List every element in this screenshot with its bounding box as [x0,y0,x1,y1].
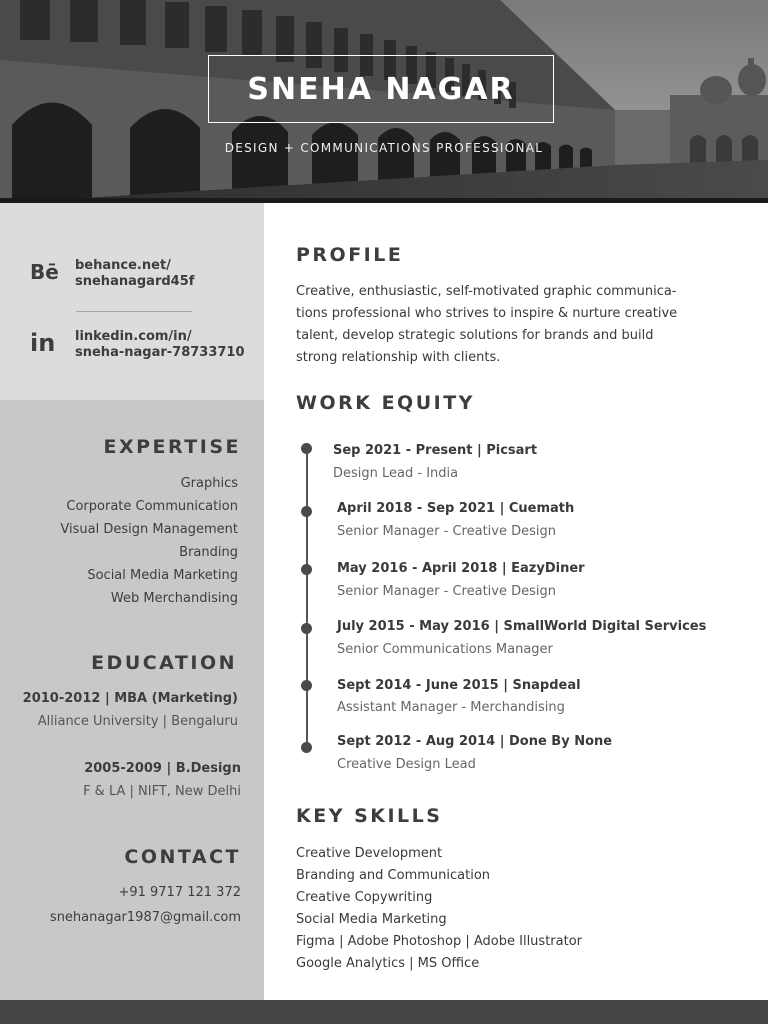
job-title-4: July 2015 - May 2016 | SmallWorld Digital Services [337,619,707,634]
social-divider [76,311,192,312]
job-role-1: Design Lead - India [333,466,459,481]
skill-item: Creative Copywriting [296,890,433,905]
linkedin-url-line2: sneha-nagar-78733710 [75,345,245,360]
linkedin-url-line1: linkedin.com/in/ [75,329,192,344]
skills-list [296,843,582,975]
expertise-item: Social Media Marketing [87,568,238,583]
header-banner [0,0,768,203]
education-school-1: Alliance University | Bengaluru [37,714,238,729]
job-role-2: Senior Manager - Creative Design [337,524,556,539]
education-degree-2: 2005-2009 | B.Design [84,761,241,776]
timeline-dot [301,443,312,454]
expertise-item: Visual Design Management [60,522,238,537]
expertise-list [60,472,238,610]
candidate-name: SNEHA NAGAR [247,71,515,107]
skill-item: Figma | Adobe Photoshop | Adobe Illustrator [296,934,582,949]
expertise-item: Web Merchandising [110,591,238,606]
behance-link[interactable] [30,258,195,289]
job-title-1: Sep 2021 - Present | Picsart [333,443,538,458]
behance-url-line2: snehanagard45f [75,274,195,289]
skills-heading: KEY SKILLS [296,805,443,827]
job-role-3: Senior Manager - Creative Design [337,584,556,599]
expertise-item: Branding [179,545,238,560]
timeline-dot [301,680,312,691]
skill-item: Google Analytics | MS Office [296,956,480,971]
contact-phone[interactable]: +91 9717 121 372 [118,885,241,900]
candidate-tagline: DESIGN + COMMUNICATIONS PROFESSIONAL [224,141,544,155]
education-degree-1: 2010-2012 | MBA (Marketing) [22,691,238,706]
skill-item: Creative Development [296,846,443,861]
timeline-dot [301,742,312,753]
profile-line: Creative, enthusiastic, self-motivated graphic communica- [296,284,677,299]
footer-bar [0,1000,768,1024]
timeline-line [306,446,308,748]
job-role-5: Assistant Manager - Merchandising [337,700,565,715]
sidebar-social-panel [0,203,264,400]
skill-item: Social Media Marketing [296,912,447,927]
expertise-item: Graphics [180,476,238,491]
linkedin-link[interactable] [30,329,245,360]
name-frame [208,55,554,123]
skill-item: Branding and Communication [296,868,491,883]
expertise-item: Corporate Communication [66,499,238,514]
profile-heading: PROFILE [296,244,404,266]
job-title-2: April 2018 - Sep 2021 | Cuemath [337,501,575,516]
timeline-dot [301,623,312,634]
education-heading: EDUCATION [91,652,237,674]
job-title-3: May 2016 - April 2018 | EazyDiner [337,561,585,576]
behance-icon: Bē [30,260,59,284]
linkedin-icon: in [30,329,56,357]
job-title-5: Sept 2014 - June 2015 | Snapdeal [337,678,581,693]
behance-url-line1: behance.net/ [75,258,171,273]
profile-line: strong relationship with clients. [296,350,501,365]
expertise-heading: EXPERTISE [103,436,241,458]
profile-line: talent, develop strategic solutions for brands and build [296,328,654,343]
sidebar-details-panel [0,400,264,1000]
education-school-2: F & LA | NIFT, New Delhi [83,784,241,799]
contact-email[interactable]: snehanagar1987@gmail.com [49,910,241,925]
profile-line: tions professional who strives to inspire & nurture creative [296,306,678,321]
job-role-4: Senior Communications Manager [337,642,553,657]
timeline-dot [301,506,312,517]
profile-text [296,281,716,369]
job-title-6: Sept 2012 - Aug 2014 | Done By None [337,734,613,749]
timeline-dot [301,564,312,575]
work-heading: WORK EQUITY [296,392,475,414]
job-role-6: Creative Design Lead [337,757,476,772]
contact-heading: CONTACT [124,846,241,868]
